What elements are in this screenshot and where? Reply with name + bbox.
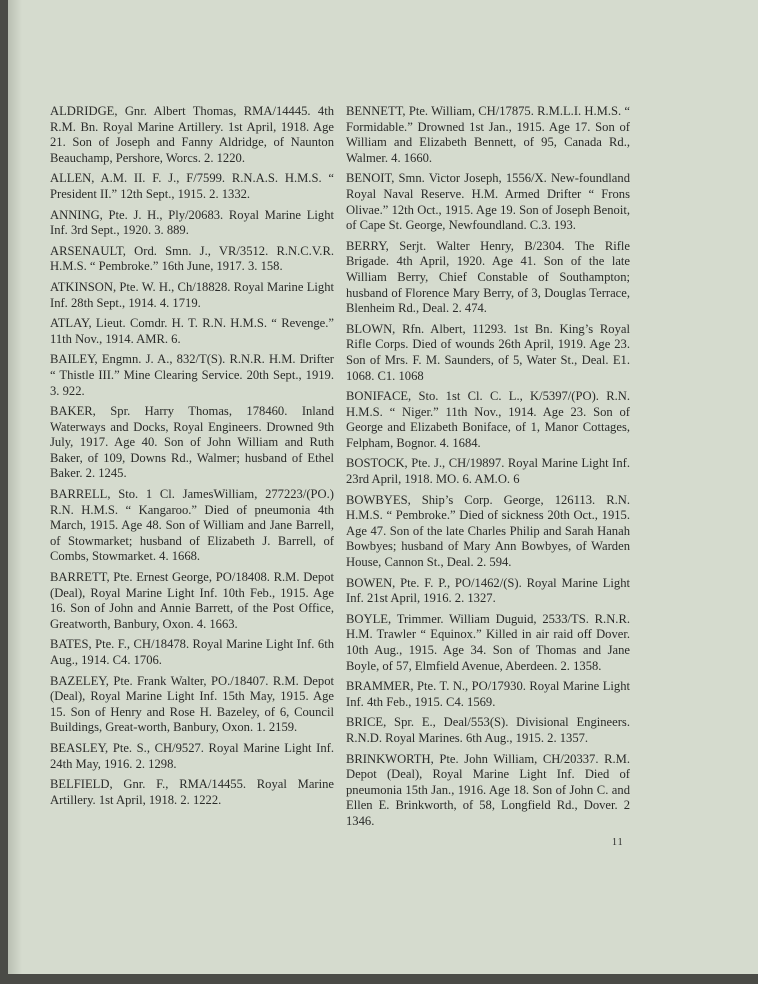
register-entry: BENNETT, Pte. William, CH/17875. R.M.L.I. H.M.S. “ Formidable.” Drowned 1st Jan., 1915. Age 17. Son of William and Elizabeth Bennett, of 95, Canada Rd., Walmer. 4. 1660. — [346, 104, 630, 165]
register-entry: ANNING, Pte. J. H., Ply/20683. Royal Marine Light Inf. 3rd Sept., 1920. 3. 889. — [50, 207, 334, 238]
register-entry: BARRETT, Pte. Ernest George, PO/18408. R.M. Depot (Deal), Royal Marine Light Inf. 10th Feb., 1915. Age 16. Son of John and Annie Barrett, of the Post Office, Greatworth, Banbury, Oxon. 4. 1663. — [50, 570, 334, 631]
register-entry: ARSENAULT, Ord. Smn. J., VR/3512. R.N.C.V.R. H.M.S. “ Pembroke.” 16th June, 1917. 3. 158. — [50, 243, 334, 274]
register-entry: BEASLEY, Pte. S., CH/9527. Royal Marine Light Inf. 24th May, 1916. 2. 1298. — [50, 740, 334, 771]
register-entry: BARRELL, Sto. 1 Cl. JamesWilliam, 277223/(PO.) R.N. H.M.S. “ Kangaroo.” Died of pneumonia 4th March, 1915. Age 48. Son of William and Jane Barrell, of Stowmarket; husband of Elizabeth J. Barrell, of Combs, Stowmarket. 4. 1668. — [50, 487, 334, 564]
register-entry: BELFIELD, Gnr. F., RMA/14455. Royal Marine Artillery. 1st April, 1918. 2. 1222. — [50, 777, 334, 807]
register-entry: BATES, Pte. F., CH/18478. Royal Marine Light Inf. 6th Aug., 1914. C4. 1706. — [50, 637, 334, 667]
page-number: 11 — [612, 837, 624, 848]
register-entry: BAKER, Spr. Harry Thomas, 178460. Inland Waterways and Docks, Royal Engineers. Drowned 9th July, 1917. Age 40. Son of John William and Ruth Baker, of 109, Downs Rd., Walmer; husband of Ethel Baker. 2. 1245. — [50, 404, 334, 481]
register-entry: BRICE, Spr. E., Deal/553(S). Divisional Engineers. R.N.D. Royal Marines. 6th Aug., 1915. 2. 1357. — [346, 715, 630, 745]
register-entry: BOWEN, Pte. F. P., PO/1462/(S). Royal Marine Light Inf. 21st April, 1916. 2. 1327. — [346, 575, 630, 606]
register-entry: ALDRIDGE, Gnr. Albert Thomas, RMA/14445. 4th R.M. Bn. Royal Marine Artillery. 1st April, 1918. Age 21. Son of Joseph and Fanny Aldridge, of Naunton Beauchamp, Pershore, Worcs. 2. 1220. — [50, 104, 334, 165]
register-entry: BONIFACE, Sto. 1st Cl. C. L., K/5397/(PO). R.N. H.M.S. “ Niger.” 11th Nov., 1914. Age 23. Son of George and Elizabeth Boniface, of 1, Manor Cottages, Felpham, Bognor. 4. 1684. — [346, 389, 630, 450]
register-entry: BOYLE, Trimmer. William Duguid, 2533/TS. R.N.R. H.M. Trawler “ Equinox.” Killed in air raid off Dover. 10th Aug., 1915. Age 34. Son of Thomas and Jane Boyle, of 57, Elmfield Avenue, Aberdeen. 2. 1358. — [346, 611, 630, 673]
register-entry: BENOIT, Smn. Victor Joseph, 1556/X. New-foundland Royal Naval Reserve. H.M. Armed Drifter “ Frons Olivae.” 12th Oct., 1915. Age 19. Son of Joseph Benoit, of Cape St. George, Newfoundland. C.3. 193. — [346, 171, 630, 233]
register-entry: BOWBYES, Ship’s Corp. George, 126113. R.N. H.M.S. “ Pembroke.” Died of sickness 20th Oct., 1915. Age 47. Son of the late Charles Philip and Sarah Hanah Bowbyes; husband of Mary Ann Bowbyes, of Warden House, Cannon St., Deal. 2. 594. — [346, 492, 630, 570]
register-entry: ALLEN, A.M. II. F. J., F/7599. R.N.A.S. H.M.S. “ President II.” 12th Sept., 1915. 2. 1332. — [50, 171, 334, 201]
page-gutter — [8, 0, 22, 974]
register-entry: ATLAY, Lieut. Comdr. H. T. R.N. H.M.S. “ Revenge.” 11th Nov., 1914. AMR. 6. — [50, 316, 334, 346]
register-entry: BAILEY, Engmn. J. A., 832/T(S). R.N.R. H.M. Drifter “ Thistle III.” Mine Clearing Service. 20th Sept., 1919. 3. 922. — [50, 352, 334, 398]
left-column — [50, 104, 334, 813]
register-entry: BERRY, Serjt. Walter Henry, B/2304. The Rifle Brigade. 4th April, 1920. Age 41. Son of the late William Berry, Chief Constable of Southampton; husband of Florence Mary Berry, of 3, Douglas Terrace, Blenheim Rd., Deal. 2. 474. — [346, 238, 630, 316]
register-entry: ATKINSON, Pte. W. H., Ch/18828. Royal Marine Light Inf. 28th Sept., 1914. 4. 1719. — [50, 279, 334, 310]
register-entry: BAZELEY, Pte. Frank Walter, PO./18407. R.M. Depot (Deal), Royal Marine Light Inf. 15th May, 1915. Age 15. Son of Henry and Rose H. Bazeley, of 6, Council Buildings, Great-worth, Banbury, Oxon. 1. 2159. — [50, 673, 334, 735]
register-entry: BLOWN, Rfn. Albert, 11293. 1st Bn. King’s Royal Rifle Corps. Died of wounds 26th April, 1919. Age 23. Son of Mrs. F. M. Saunders, of 5, Water St., Deal. E1. 1068. C1. 1068 — [346, 321, 630, 383]
register-entry: BRINKWORTH, Pte. John William, CH/20337. R.M. Depot (Deal), Royal Marine Light Inf. Died of pneumonia 15th Jan., 1916. Age 18. Son of John C. and Ellen E. Brinkworth, of 58, Longfield Rd., Dover. 2 1346. — [346, 751, 630, 828]
register-entry: BRAMMER, Pte. T. N., PO/17930. Royal Marine Light Inf. 4th Feb., 1915. C4. 1569. — [346, 679, 630, 709]
register-entry: BOSTOCK, Pte. J., CH/19897. Royal Marine Light Inf. 23rd April, 1918. MO. 6. AM.O. 6 — [346, 456, 630, 487]
right-column — [346, 104, 630, 835]
